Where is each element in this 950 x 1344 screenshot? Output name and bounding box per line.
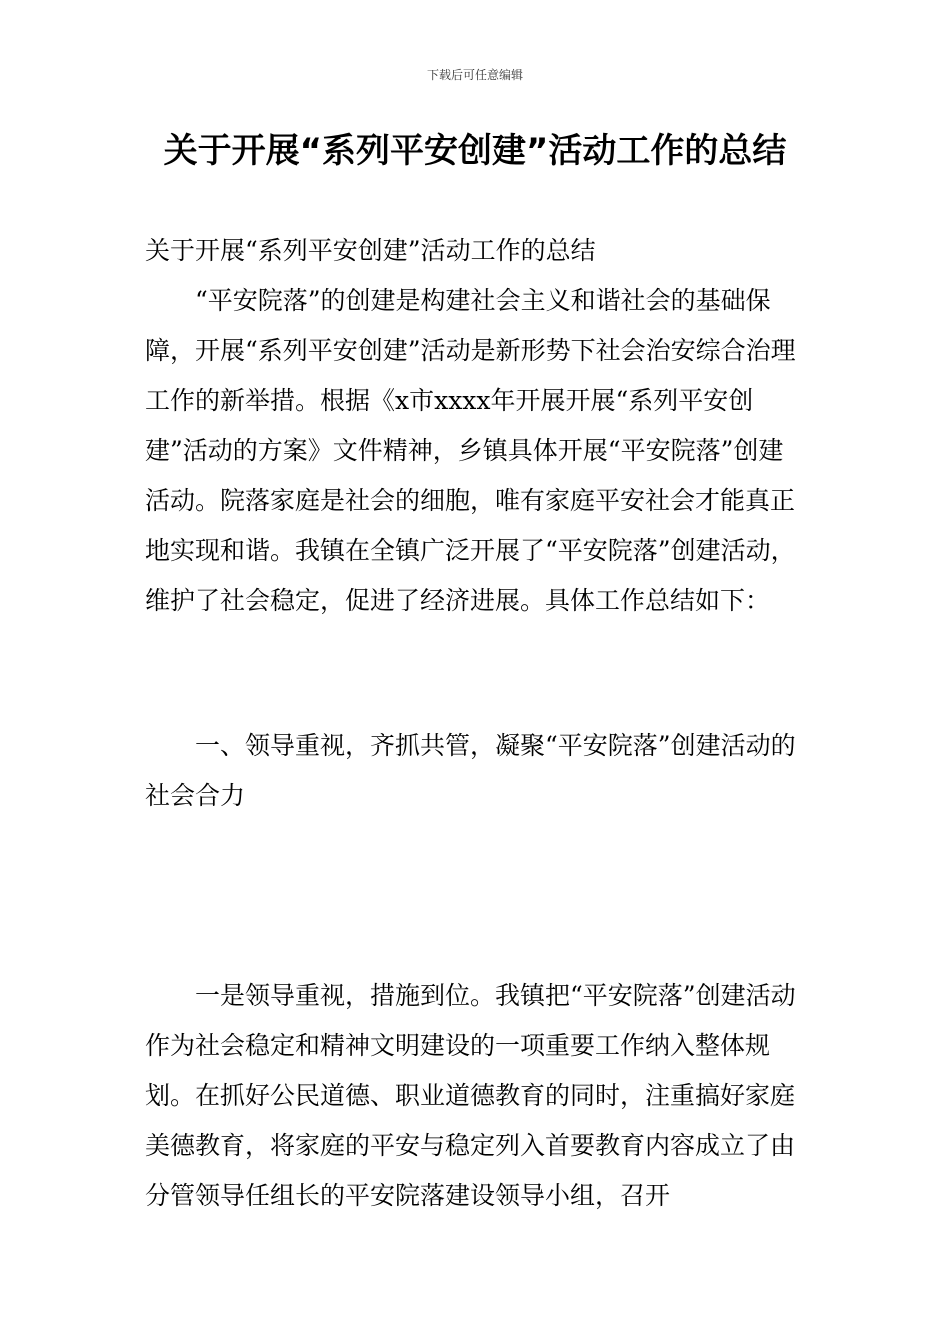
- paragraph-leadership: 一是领导重视，措施到位。我镇把“平安院落”创建活动作为社会稳定和精神文明建设的一项重要工作纳入整体规划。在抓好公民道德、职业道德教育的同时，注重搞好家庭美德教育，将家庭的平安与稳定列入首要教育内容成立了由分管领导任组长的平安院落建设领导小组，召开: [145, 981, 796, 1210]
- section-heading-1: 一、领导重视，齐抓共管，凝聚“平安院落”创建活动的社会合力: [145, 731, 796, 810]
- document-subtitle: 关于开展“系列平安创建”活动工作的总结: [145, 236, 596, 265]
- document-title: 关于开展“系列平安创建”活动工作的总结: [163, 131, 787, 171]
- paragraph-intro: “平安院落”的创建是构建社会主义和谐社会的基础保障，开展“系列平安创建”活动是新形势下社会治安综合治理工作的新举措。根据《x市xxxx年开展开展“系列平安创建”活动的方案》文件精神，乡镇具体开展“平安院落”创建活动。院落家庭是社会的细胞，唯有家庭平安社会才能真正地实现和谐。我镇在全镇广泛开展了“平安院落”创建活动，维护了社会稳定，促进了经济进展。具体工作总结如下：: [145, 286, 796, 615]
- header-note: 下载后可任意编辑: [426, 68, 523, 82]
